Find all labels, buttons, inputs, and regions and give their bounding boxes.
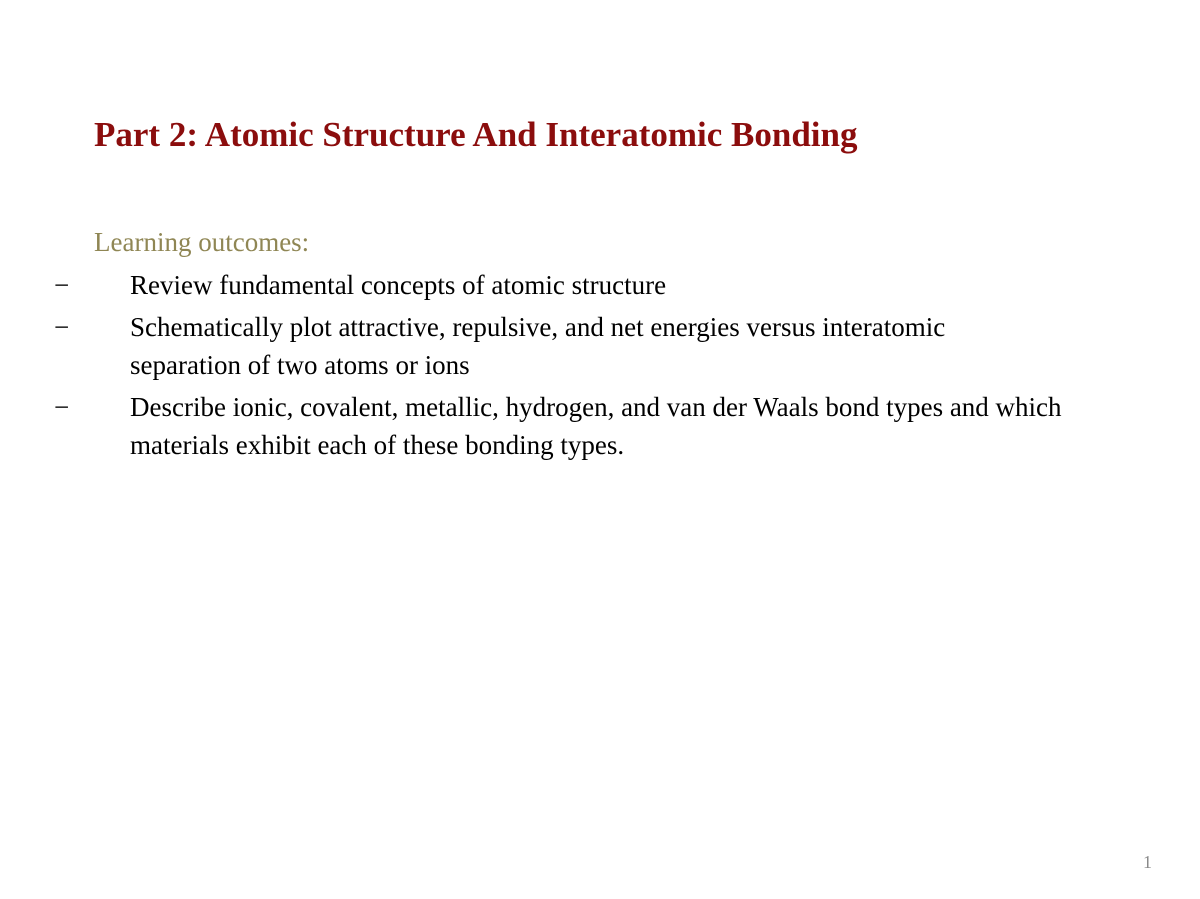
learning-outcomes-list <box>0 266 1180 468</box>
list-item <box>0 388 1180 464</box>
bullet-dash: − <box>54 270 70 300</box>
outcome-text: Review fundamental concepts of atomic structure <box>130 270 667 300</box>
bullet-dash: − <box>54 392 70 422</box>
page-number: 1 <box>1143 852 1152 872</box>
learning-outcomes-heading: Learning outcomes: <box>94 227 310 257</box>
outcome-text: Describe ionic, covalent, metallic, hydrogen, and van der Waals bond types and which materials exhibit each of these bonding types. <box>130 392 1062 460</box>
bullet-dash: − <box>54 312 70 342</box>
slide-title: Part 2: Atomic Structure And Interatomic Bonding <box>94 115 858 154</box>
list-item <box>0 308 1180 384</box>
list-item <box>0 266 1180 304</box>
outcome-text: Schematically plot attractive, repulsive, and net energies versus interatomic separation of two atoms or ions <box>130 312 946 380</box>
